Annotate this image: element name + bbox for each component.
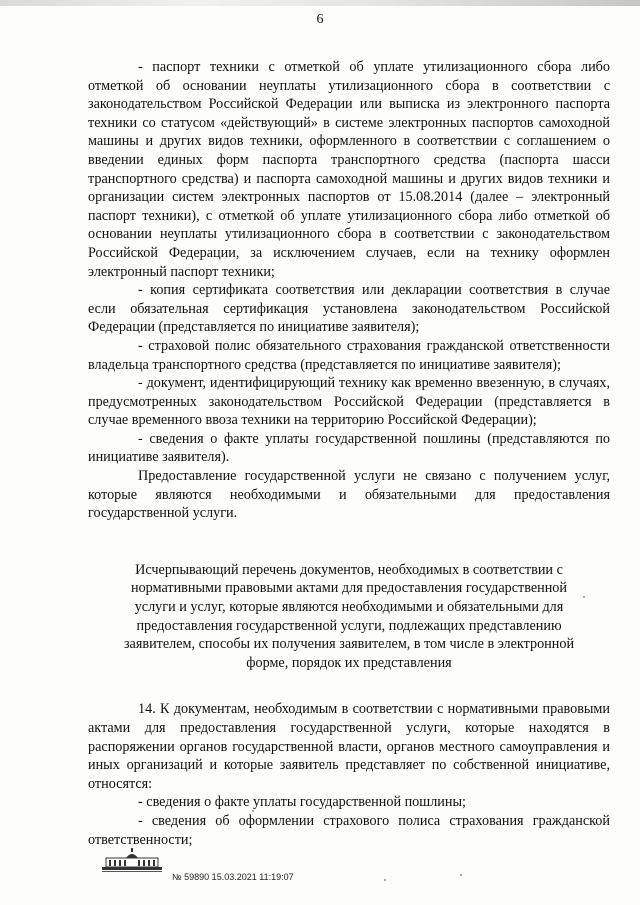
paragraph-insurance-info: - сведения об оформлении страхового полиса страхования гражданской ответственности; <box>88 812 610 848</box>
document-body <box>88 58 610 849</box>
paragraph-service-note: Предоставление государственной услуги не связано с получением услуг, которые являются необходимыми и обязательными для предоставления государственной услуги. <box>88 468 610 522</box>
paragraph-item-14: 14. К документам, необходимым в соответствии с нормативными правовыми актами для предоставления государственной услуги, которые находятся в распоряжении органов государственной власти, органов местного самоуправления и иных организаций и которые заявитель представляет по собственной инициативе, относятся: <box>88 701 610 792</box>
registration-stamp: № 59890 15.03.2021 11:19:07 <box>172 872 294 882</box>
scan-speck <box>252 810 254 812</box>
paragraph-temporary-import: - документ, идентифицирующий технику как временно ввезенную, в случаях, предусмотренных законодательством Российской Федерации (представляется в случае временного ввоза техники на территорию Российской Федерации); <box>88 375 610 429</box>
scan-speck <box>460 874 462 876</box>
government-building-icon <box>100 848 164 874</box>
paragraph-fee-info: - сведения о факте уплаты государственной пошлины; <box>138 794 466 811</box>
page-number: 6 <box>316 12 324 27</box>
scan-speck <box>384 879 386 881</box>
document-footer <box>100 848 400 888</box>
paragraph-state-fee: - сведения о факте уплаты государственной пошлины (представляются по инициативе заявителя). <box>88 430 610 466</box>
scan-speck <box>583 596 585 598</box>
paragraph-certificate-copy: - копия сертификата соответствия или декларации соответствия в случае если обязательная сертификация установлена законодательством Российской Федерации (представляется по инициативе заявителя); <box>88 282 610 336</box>
paragraph-insurance-policy: - страховой полис обязательного страхования гражданской ответственности владельца транспортного средства (представляется по инициативе заявителя); <box>88 337 610 373</box>
scan-edge-shadow <box>0 0 640 6</box>
section-heading: Исчерпывающий перечень документов, необходимых в соответствии с нормативными правовыми актами для предоставления государственной услуги и услуг, которые являются необходимыми и обязательными для предоставления государственной услуги, подлежащих представлению заявителем, способы их получения заявителем, в том числе в электронной форме, порядок их представления <box>123 561 575 671</box>
paragraph-vehicle-passport: - паспорт техники с отметкой об уплате утилизационного сбора либо отметкой об основании неуплаты утилизационного сбора в соответствии с законодательством Российской Федерации или выписка из электронного паспорта техники со статусом «действующий» в системе электронных паспортов самоходной машины и других видов техники, оформленного в соответствии с соглашением о введении единых форм паспорта транспортного средства (паспорта шасси транспортного средства) и паспорта самоходной машины и других видов техники и организации систем электронных паспортов от 15.08.2014 (далее – электронный паспорт техники), с отметкой об уплате утилизационного сбора либо отметкой об основании неуплаты утилизационного сбора в соответствии с законодательством Российской Федерации, за исключением случаев, если на технику оформлен электронный паспорт техники; <box>88 59 610 280</box>
